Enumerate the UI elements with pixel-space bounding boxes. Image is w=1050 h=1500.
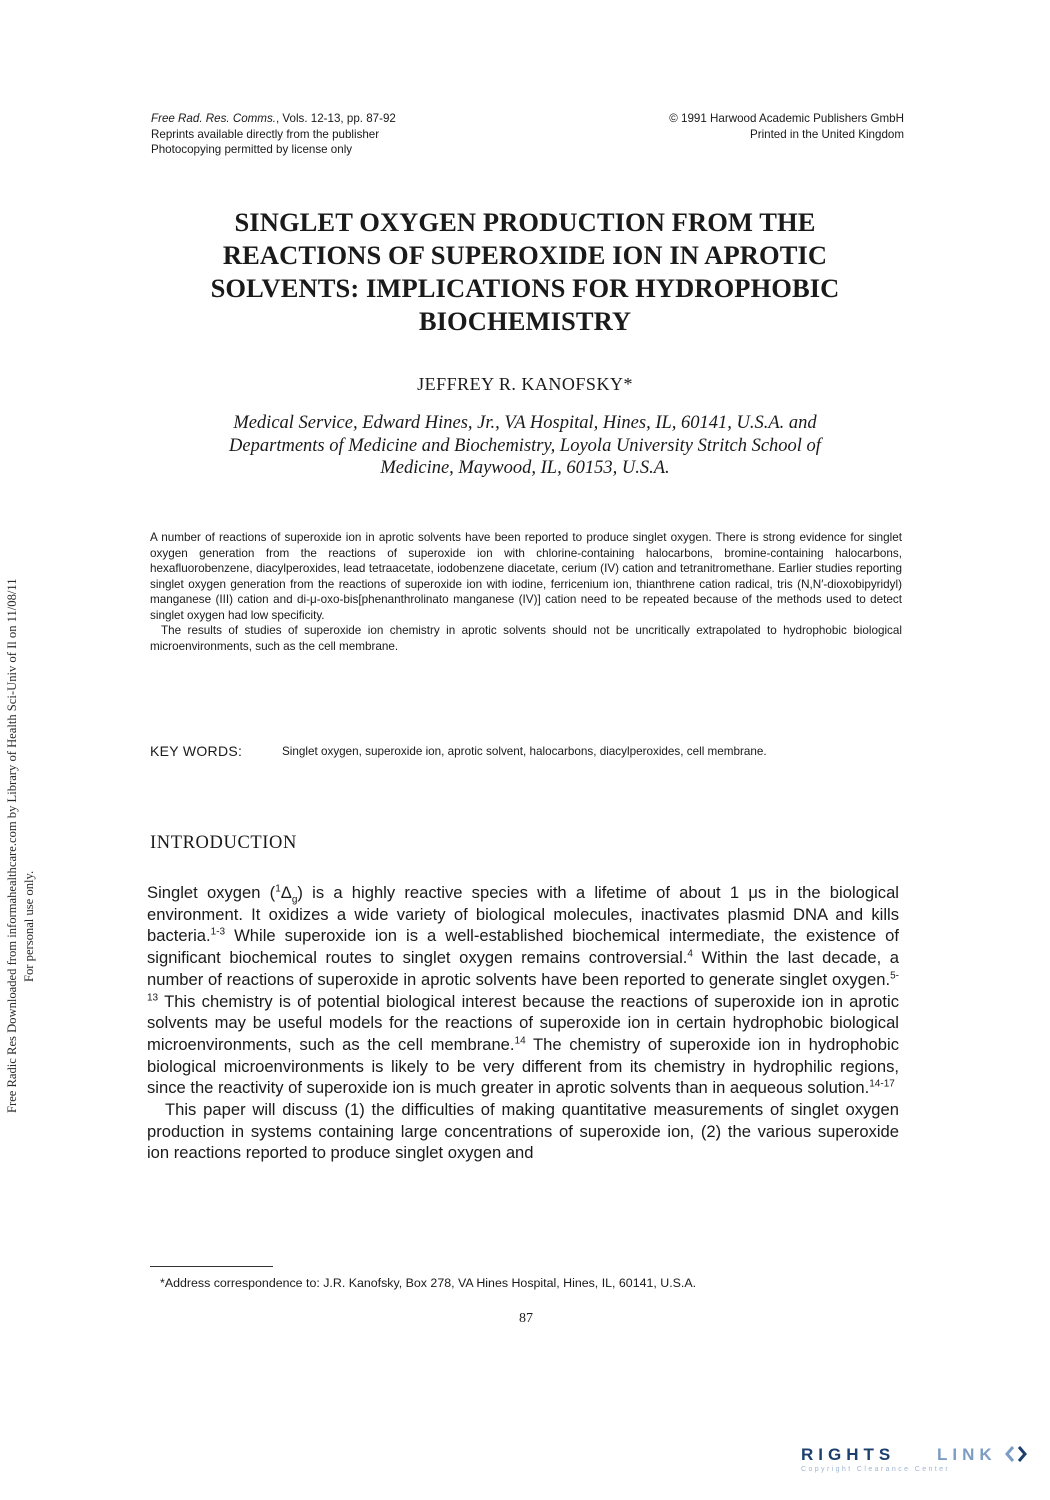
body-text-run: ) is a highly reactive species with a lifetime of about 1 μs in the biological environment. It oxidizes a wide variety of biological molecules, inactivates plasmid DNA and kills bacteria. xyxy=(147,883,899,946)
rightslink-logo-graphic xyxy=(801,1443,1031,1473)
delta-symbol: Δ xyxy=(280,883,292,902)
citation-ref: 1-3 xyxy=(210,926,226,938)
side-download-note xyxy=(4,397,38,1113)
section-heading-introduction: INTRODUCTION xyxy=(150,833,297,853)
author-name: JEFFREY R. KANOFSKY* xyxy=(417,374,633,394)
rightslink-chevron-right-icon xyxy=(1019,1447,1025,1461)
journal-header-right xyxy=(669,111,904,142)
abstract xyxy=(150,530,902,654)
body-text-run: Singlet oxygen ( xyxy=(147,883,276,902)
title-line: BIOCHEMISTRY xyxy=(418,306,632,336)
citation-ref: 14 xyxy=(514,1035,526,1047)
affiliation-line: Departments of Medicine and Biochemistry, Loyola University Stritch School of xyxy=(229,435,821,456)
journal-header-left xyxy=(151,111,396,158)
title-line: SOLVENTS: IMPLICATIONS FOR HYDROPHOBIC xyxy=(210,273,840,303)
rightslink-chevron-left-icon xyxy=(1007,1447,1013,1461)
body-text-run: Within the last decade, a number of reactions of superoxide in aprotic solvents have been reported to generate singlet oxygen. xyxy=(147,948,899,989)
photocopying-note: Photocopying permitted by license only xyxy=(151,143,353,156)
body-text-run: While superoxide ion is a well-established biochemical intermediate, the existence of significant biochemical routes to singlet oxygen remains controversial. xyxy=(147,926,899,968)
body-text-run: This chemistry is of potential biological interest because the reactions of superoxide ion in aprotic solvents may be useful models for the reactions of superoxide ion in certain hydrophobic biological microenvironments, such as the cell membrane. xyxy=(147,991,899,1054)
journal-name: Free Rad. Res. Comms. xyxy=(151,112,276,125)
journal-citation xyxy=(151,111,396,127)
superscript: 1 xyxy=(275,883,281,895)
author-affiliation xyxy=(140,412,910,480)
keywords-label: KEY WORDS: xyxy=(150,743,243,759)
affiliation-line: Medicine, Maywood, IL, 60153, U.S.A. xyxy=(380,458,670,478)
introduction-body xyxy=(147,882,899,1164)
affiliation-line: Medical Service, Edward Hines, Jr., VA Hospital, Hines, IL, 60141, U.S.A. and xyxy=(233,413,817,433)
subscript: g xyxy=(291,894,298,906)
title-line: SINGLET OXYGEN PRODUCTION FROM THE xyxy=(234,207,816,237)
keywords-text: Singlet oxygen, superoxide ion, aprotic solvent, halocarbons, diacylperoxides, cell membrane. xyxy=(282,745,767,758)
citation-ref: 14-17 xyxy=(869,1078,895,1090)
body-paragraph: This paper will discuss (1) the difficulties of making quantitative measurements of singlet oxygen production in systems containing large concentrations of superoxide ion, (2) the various superoxide ion reactions reported to produce singlet oxygen and xyxy=(147,1100,899,1163)
body-paragraph xyxy=(147,882,899,1099)
abstract-paragraph: The results of studies of superoxide ion chemistry in aprotic solvents should not be uncritically extrapolated to hydrophobic biological microenvironments, such as the cell membrane. xyxy=(150,624,902,653)
rightslink-tagline: Copyright Clearance Center xyxy=(801,1466,951,1473)
journal-volume-pages: , Vols. 12-13, pp. 87-92 xyxy=(275,112,396,125)
rightslink-logo[interactable] xyxy=(801,1443,1031,1473)
title-line: REACTIONS OF SUPEROXIDE ION IN APROTIC xyxy=(222,240,828,270)
side-note-line-2: For personal use only. xyxy=(22,870,36,982)
copyright-line: © 1991 Harwood Academic Publishers GmbH xyxy=(669,112,904,125)
abstract-paragraph: A number of reactions of superoxide ion in aprotic solvents have been reported to produce singlet oxygen. There is strong evidence for singlet oxygen generation from the reactions of superoxide ion with chlorine-containing halocarbons, bromine-containing halocarbons, hexafluorobenzene, diacylperoxides, lead tetraacetate, iodobenzene diacetate, cerium (IV) cation and tetranitromethane. Earlier studies reporting singlet oxygen generation from the reactions of superoxide ion with iodine, ferricenium ion, thianthrene cation radical, tris (N,N′-dioxobipyridyl) manganese (III) cation and di-μ-oxo-bis[phenanthrolinato manganese (IV)] cation need to be repeated because of the methods used to detect singlet oxygen had low specificity. xyxy=(150,531,902,622)
body-text-run: The chemistry of superoxide ion in hydrophobic biological microenvironments is likely to be very different from its chemistry in hydrophilic regions, since the reactivity of superoxide ion is much greater in aprotic solvents than in aequeous solution. xyxy=(147,1034,899,1098)
citation-ref: 5-13 xyxy=(147,970,899,1003)
citation-ref: 4 xyxy=(687,948,693,960)
rightslink-brand-light: LINK xyxy=(937,1445,997,1464)
side-note-line-1: Free Radic Res Downloaded from informahealthcare.com by Library of Health Sci-Univ of Il on 11/08/11 xyxy=(5,578,19,1113)
printed-line: Printed in the United Kingdom xyxy=(749,127,904,141)
keywords xyxy=(150,744,902,760)
rightslink-brand-bold: RIGHTS xyxy=(801,1445,896,1464)
page-number: 87 xyxy=(519,1311,533,1326)
footnote-divider xyxy=(150,1266,273,1267)
footnote: *Address correspondence to: J.R. Kanofsky, Box 278, VA Hines Hospital, Hines, IL, 60141, U.S.A. xyxy=(160,1276,697,1290)
article-title xyxy=(140,206,910,338)
reprints-note: Reprints available directly from the publisher xyxy=(151,127,380,141)
